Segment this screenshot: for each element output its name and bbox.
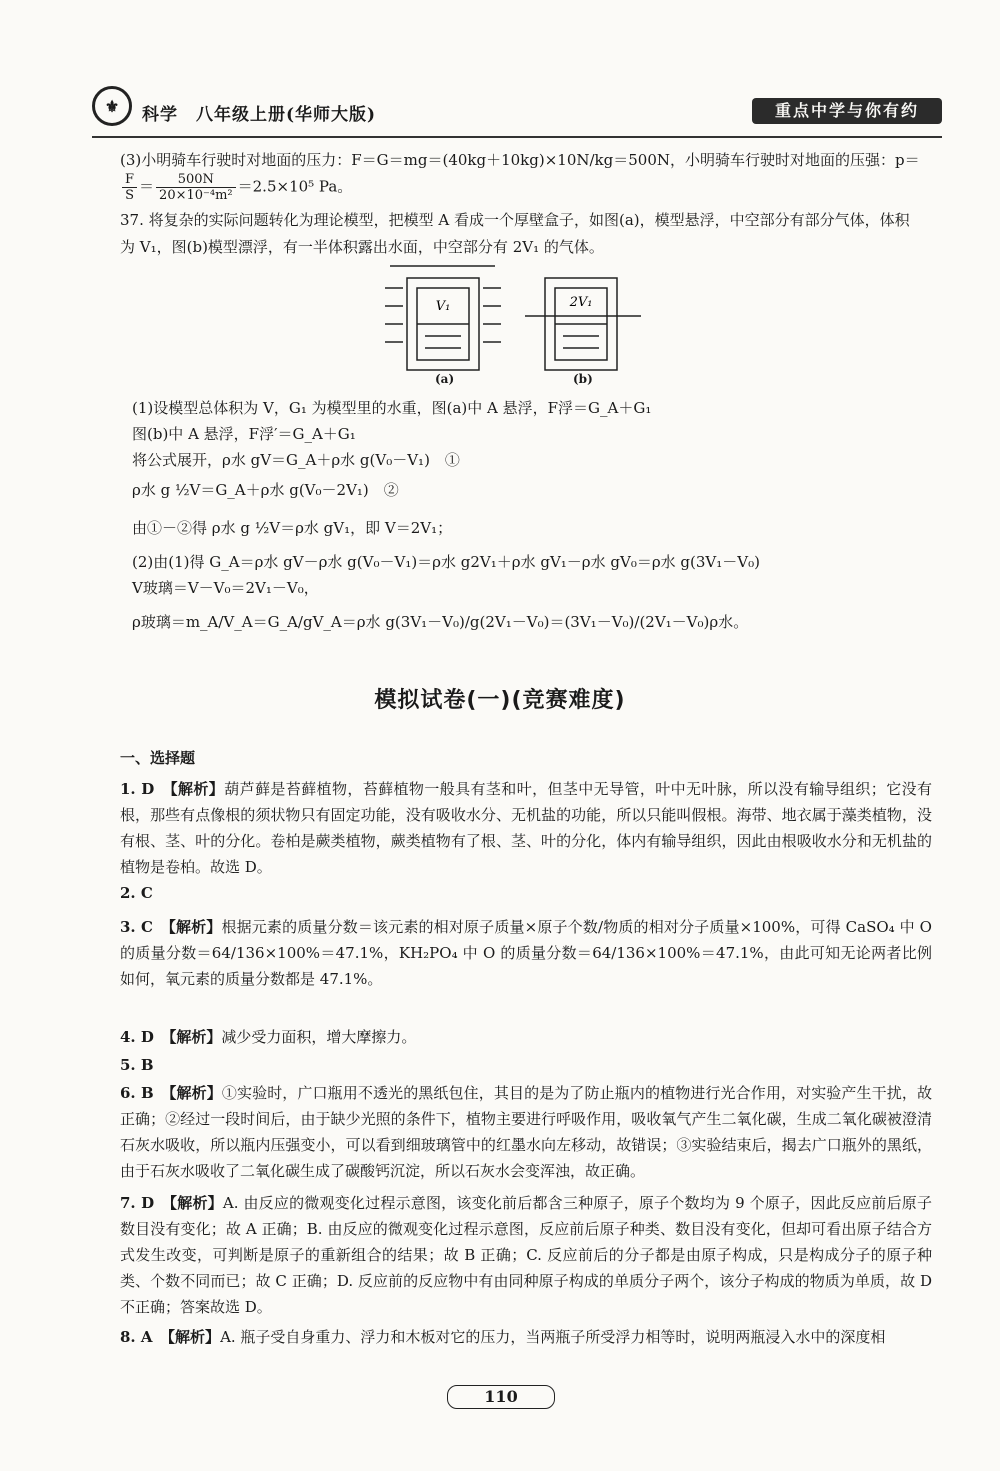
solution-line-1: (1)设模型总体积为 V，G₁ 为模型里的水重，图(a)中 A 悬浮，F浮＝G_A＋G₁ [132,399,652,417]
answer-8: 8. A 【解析】A. 瓶子受自身重力、浮力和木板对它的压力，当两瓶子所受浮力相等时，说明两瓶浸入水中的深度相 [120,1328,886,1346]
figure-a-label: (a) [435,372,455,386]
solution-line-3: 将公式展开，ρ水 gV＝G_A＋ρ水 g(V₀－V₁) ① [132,451,460,469]
fraction-pressure: $\frac{500N}{\text{20×10⁻⁴m²}}$ [156,172,236,203]
model-figure [385,258,645,388]
page-number: 110 [447,1385,555,1409]
section-title: 模拟试卷(一)(竞赛难度) [374,688,626,713]
answer-1: 1. D 【解析】葫芦藓是苔藓植物，苔藓植物一般具有茎和叶，但茎中无导管，叶中无叶脉，所以没有输导组织；它没有根，那些有点像根的须状物只有固定功能，没有吸收水分、无机盐的功能，所以只能叫假根。海带、地衣属于藻类植物，没有根、茎、叶的分化。卷柏是蕨类植物，蕨类植物有了根、茎、叶的分化，体内有输导组织，因此由根吸收水分和无机盐的植物是卷柏。故选 D。 [120,780,932,876]
figure-b-label: (b) [573,372,593,386]
choice-subhead: 一、选择题 [120,749,196,767]
school-logo-icon: ⚜ [92,86,132,126]
label-2v1: 2V₁ [569,295,593,310]
q37-line-2: 为 V₁，图(b)模型漂浮，有一半体积露出水面，中空部分有 2V₁ 的气体。 [120,238,604,256]
series-brand: 重点中学与你有约 [752,98,942,124]
model-diagram [385,258,645,388]
answer-5: 5. B [120,1056,154,1074]
solution-line-4: ρ水 g ½V＝G_A＋ρ水 g(V₀－2V₁) ② [132,481,399,499]
answer-2: 2. C [120,884,153,902]
solution-line-6: (2)由(1)得 G_A＝ρ水 gV－ρ水 g(V₀－V₁)＝ρ水 g2V₁＋ρ水 gV₁－ρ水 gV₀＝ρ水 g(3V₁－V₀) [132,553,760,571]
answer-7: 7. D 【解析】A. 由反应的微观变化过程示意图，该变化前后都含三种原子，原子个数均为 9 个原子，因此反应前后原子数目没有变化；故 A 正确；B. 由反应的微观变化过程示意图，反应前后原子种类、数目没有变化，但却可看出原子结合方式发生改变，可判断是原子的重新组合的结果；故 B 正确；C. 反应前后的分子都是由原子构成，只是构成分子的原子种类、个数不同而已；故 C 正确；D. 反应前的反应物中有由同种原子构成的单质分子两个，该分子构成的物质为单质，故 D 不正确；答案故选 D。 [120,1194,932,1316]
header-divider [92,136,942,138]
book-title: 科学 八年级上册(华师大版) [142,105,377,125]
fraction-f-over-s: $\frac{F}{S}$ [122,172,137,203]
solution-line-2: 图(b)中 A 悬浮，F浮′＝G_A＋G₁ [132,425,356,443]
solution-line-7: V玻璃＝V－V₀＝2V₁－V₀， [132,579,319,597]
page-header [92,86,942,128]
calc-line-1: (3)小明骑车行驶时对地面的压力：F＝G＝mg＝(40kg＋10kg)×10N/kg＝500N，小明骑车行驶时对地面的压强：p＝ [120,151,920,169]
solution-line-8: ρ玻璃＝m_A/V_A＝G_A/gV_A＝ρ水 g(3V₁－V₀)/g(2V₁－V₀)＝(3V₁－V₀)/(2V₁－V₀)ρ水。 [132,613,749,631]
calc-line-2: $\frac{F}{S}$ ＝ $\frac{500N}{\text{20×10⁻⁴m²}}$ ＝2.5×10⁵ Pa。 [120,172,352,203]
answer-6: 6. B 【解析】①实验时，广口瓶用不透光的黑纸包住，其目的是为了防止瓶内的植物进行光合作用，对实验产生干扰，故正确；②经过一段时间后，由于缺少光照的条件下，植物主要进行呼吸作用，吸收氧气产生二氧化碳，生成二氧化碳被澄清石灰水吸收，所以瓶内压强变小，可以看到细玻璃管中的红墨水向左移动，故错误；③实验结束后，揭去广口瓶外的黑纸，由于石灰水吸收了二氧化碳生成了碳酸钙沉淀，所以石灰水会变浑浊，故正确。 [120,1084,932,1180]
label-v1: V₁ [435,299,451,314]
solution-line-5: 由①－②得 ρ水 g ½V＝ρ水 gV₁，即 V＝2V₁； [132,519,453,537]
q37-line-1: 37. 将复杂的实际问题转化为理论模型，把模型 A 看成一个厚壁盒子，如图(a)，模型悬浮，中空部分有部分气体，体积 [120,211,910,229]
answer-4: 4. D 【解析】减少受力面积，增大摩擦力。 [120,1028,417,1046]
answer-3: 3. C 【解析】根据元素的质量分数＝该元素的相对原子质量×原子个数/物质的相对分子质量×100%，可得 CaSO₄ 中 O 的质量分数＝64/136×100%＝47.1%，KH₂PO₄ 中 O 的质量分数＝64/136×100%＝47.1%，由此可知无论两者比例如何，氧元素的质量分数都是 47.1%。 [120,918,932,988]
